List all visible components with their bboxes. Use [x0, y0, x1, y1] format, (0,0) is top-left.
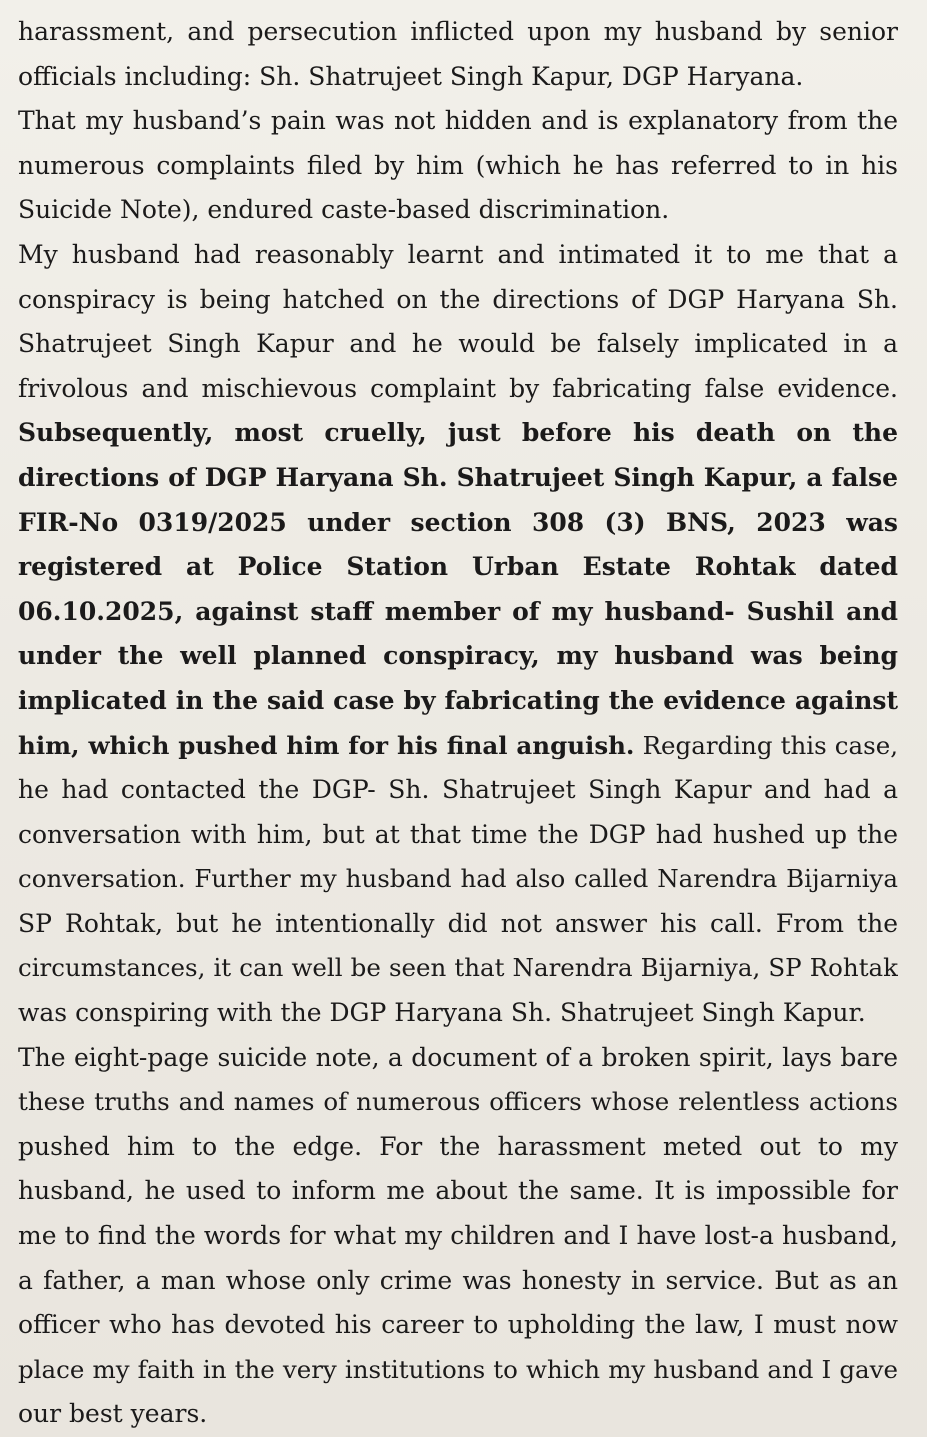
bold-text-line: Subsequently, most cruelly, just before his death on the: [18, 418, 898, 448]
text-line: frivolous and mischievous complaint by fabricating false evidence.: [18, 373, 898, 403]
text-line: Suicide Note), endured caste-based discrimination.: [18, 195, 670, 225]
regular-segment: Regarding this case,: [634, 730, 898, 760]
text-line: numerous complaints filed by him (which he has referred to in his: [18, 150, 898, 180]
bold-text-line: 06.10.2025, against staff member of my husband- Sushil and: [18, 596, 898, 626]
text-line: our best years.: [18, 1399, 208, 1429]
bold-text-line: registered at Police Station Urban Estate Rohtak dated: [18, 552, 898, 582]
text-line: officials including: Sh. Shatrujeet Singh Kapur, DGP Haryana.: [18, 61, 804, 91]
text-line: was conspiring with the DGP Haryana Sh. Shatrujeet Singh Kapur.: [18, 998, 866, 1028]
bold-text-line: FIR-No 0319/2025 under section 308 (3) BNS, 2023 was: [18, 507, 898, 537]
bold-segment: him, which pushed him for his final anguish.: [18, 730, 635, 760]
text-line: he had contacted the DGP- Sh. Shatrujeet Singh Kapur and had a: [18, 775, 898, 805]
text-line: conversation. Further my husband had also called Narendra Bijarniya: [18, 864, 898, 894]
text-line: SP Rohtak, but he intentionally did not answer his call. From the: [18, 908, 898, 938]
bold-text-line: implicated in the said case by fabricating the evidence against: [18, 685, 898, 715]
text-line: a father, a man whose only crime was honesty in service. But as an: [18, 1265, 898, 1295]
text-line: officer who has devoted his career to upholding the law, I must now: [18, 1310, 898, 1340]
text-line: The eight-page suicide note, a document of a broken spirit, lays bare: [18, 1042, 898, 1072]
text-line: pushed him to the edge. For the harassment meted out to my: [18, 1131, 898, 1161]
text-line: That my husband’s pain was not hidden and is explanatory from the: [18, 106, 898, 136]
bold-text-line: under the well planned conspiracy, my husband was being: [18, 641, 898, 671]
mixed-text-line: [18, 724, 898, 769]
text-line: circumstances, it can well be seen that Narendra Bijarniya, SP Rohtak: [18, 953, 898, 983]
text-line: harassment, and persecution inflicted upon my husband by senior: [18, 17, 898, 46]
text-line: me to find the words for what my children and I have lost-a husband,: [18, 1221, 898, 1251]
bold-text-line: directions of DGP Haryana Sh. Shatrujeet Singh Kapur, a false: [18, 462, 898, 492]
text-line: Shatrujeet Singh Kapur and he would be falsely implicated in a: [18, 329, 898, 359]
text-line: place my faith in the very institutions to which my husband and I gave: [18, 1354, 898, 1384]
text-line: conspiracy is being hatched on the directions of DGP Haryana Sh.: [18, 284, 898, 314]
text-line: My husband had reasonably learnt and intimated it to me that a: [18, 239, 898, 269]
text-line: conversation with him, but at that time the DGP had hushed up the: [18, 819, 898, 849]
body-text: [18, 10, 898, 1437]
text-line: these truths and names of numerous officers whose relentless actions: [18, 1087, 898, 1117]
text-line: husband, he used to inform me about the same. It is impossible for: [18, 1176, 898, 1206]
